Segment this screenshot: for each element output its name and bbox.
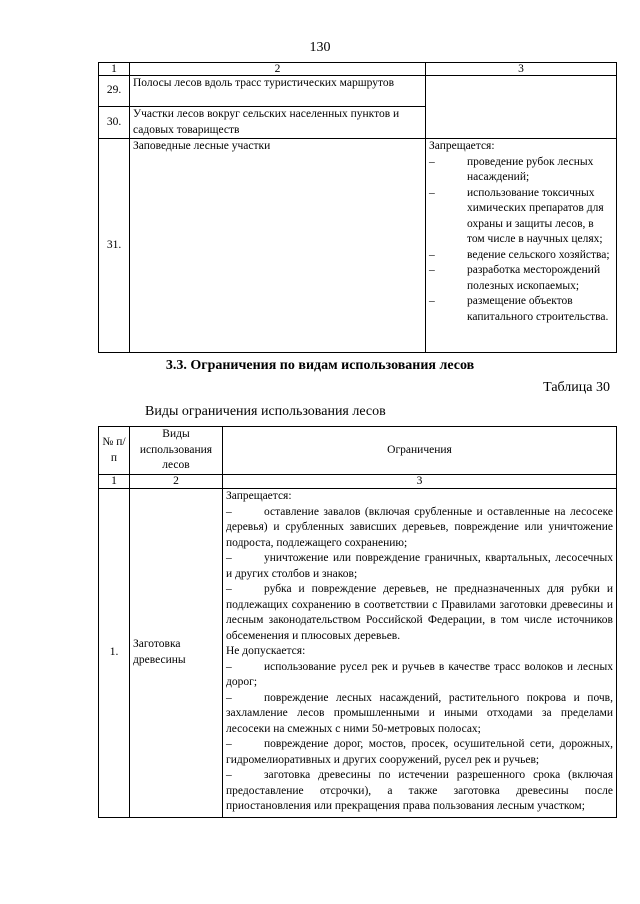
row-1-limits bbox=[223, 489, 617, 818]
restriction-item: – проведение рубок лесных насаждений; bbox=[429, 155, 594, 183]
col-number-2: 2 bbox=[130, 63, 426, 76]
not-allowed-item: – повреждение лесных насаждений, растительного покрова и почв, захламление лесов промышленными и иными отходами за пределами лесосеки на смежных с ними 50-метровых полосах; bbox=[226, 691, 613, 735]
col-number-3: 3 bbox=[426, 63, 617, 76]
col-number-1: 1 bbox=[99, 475, 130, 489]
header-use-type: Виды использования лесов bbox=[130, 427, 223, 475]
row-31-number: 31. bbox=[99, 139, 130, 353]
prohibited-item: – уничтожение или повреждение граничных, квартальных, лесосечных и других столбов и знаков; bbox=[226, 552, 613, 580]
restriction-item: – разработка месторождений полезных ископаемых; bbox=[429, 264, 601, 292]
col-number-2: 2 bbox=[130, 475, 223, 489]
not-allowed-item: – заготовка древесины по истечении разрешенного срока (включая предоставление отсрочки), а также заготовка древесины после приостановления или прекращения права пользования лесным участком; bbox=[226, 769, 613, 812]
not-allowed-item: – использование русел рек и ручьев в качестве трасс волоков и лесных дорог; bbox=[226, 660, 613, 688]
col-number-3: 3 bbox=[223, 475, 617, 489]
not-allowed-item: – повреждение дорог, мостов, просек, осушительной сети, дорожных, гидромелиоративных и других сооружений, русел рек и ручьев; bbox=[226, 738, 613, 766]
row-29-30-restrictions bbox=[426, 76, 617, 139]
restriction-intro: Запрещается: bbox=[429, 140, 495, 152]
row-30-number: 30. bbox=[99, 107, 130, 139]
row-30-category: Участки лесов вокруг сельских населенных пунктов и садовых товариществ bbox=[130, 107, 426, 139]
section-heading: 3.3. Ограничения по видам использования лесов bbox=[165, 358, 475, 373]
restriction-item: – использование токсичных химических препаратов для охраны и защиты лесов, в том числе в научных целях; bbox=[429, 186, 604, 245]
row-29-number: 29. bbox=[99, 76, 130, 107]
row-1-use-type: Заготовка древесины bbox=[130, 489, 223, 818]
header-number: № п/п bbox=[99, 427, 130, 475]
forest-use-limits-table bbox=[98, 426, 617, 818]
table-number: Таблица 30 bbox=[543, 380, 610, 395]
restriction-item: – ведение сельского хозяйства; bbox=[429, 248, 610, 261]
prohibited-intro: Запрещается: bbox=[226, 490, 292, 502]
col-number-1: 1 bbox=[99, 63, 130, 76]
row-31-restrictions bbox=[426, 139, 617, 353]
row-29-category: Полосы лесов вдоль трасс туристических маршрутов bbox=[130, 76, 426, 107]
header-limits: Ограничения bbox=[223, 427, 617, 475]
restriction-item: – размещение объектов капитального строительства. bbox=[429, 295, 609, 323]
prohibited-item: – оставление завалов (включая срубленные и оставленные на лесосеке деревья) и срубленных зависших деревьев, повреждение или уничтожение подроста, подлежащего сохранению; bbox=[226, 505, 613, 549]
forest-zones-table bbox=[98, 62, 617, 353]
row-31-category: Заповедные лесные участки bbox=[130, 139, 426, 353]
page-number: 130 bbox=[309, 40, 331, 55]
row-1-number: 1. bbox=[99, 489, 130, 818]
not-allowed-intro: Не допускается: bbox=[226, 645, 306, 657]
prohibited-item: – рубка и повреждение деревьев, не предназначенных для рубки и подлежащих сохранению в соответствии с Правилами заготовки древесины и лесным законодательством Российской Федерации, в том числе источников обсеменения и плюсовых деревьев. bbox=[226, 583, 613, 642]
table-caption: Виды ограничения использования лесов bbox=[145, 404, 386, 419]
